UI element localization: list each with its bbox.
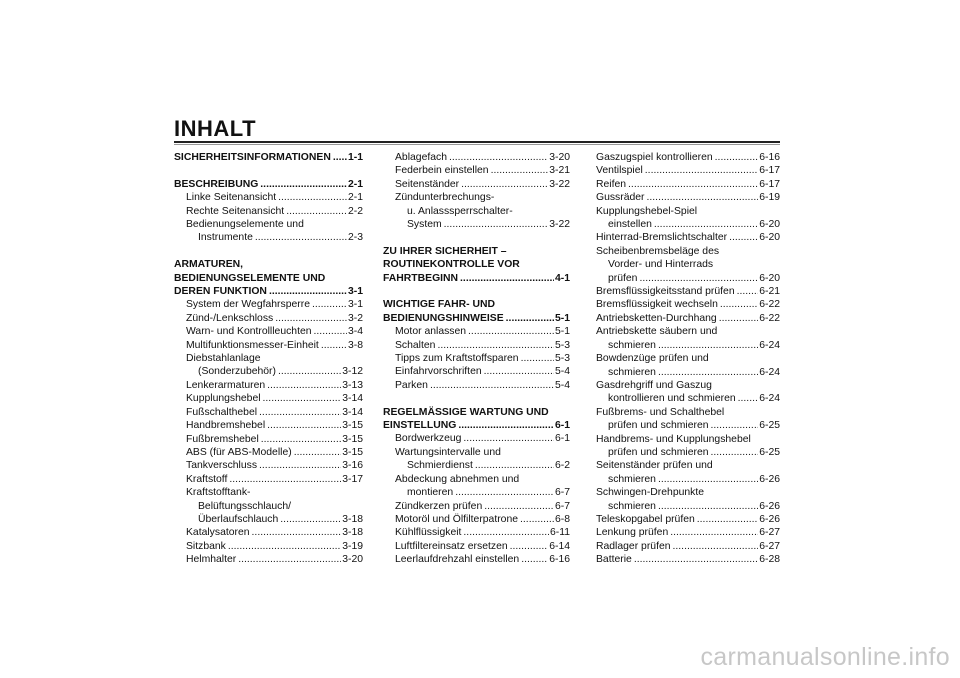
toc-line: Scheibenbremsbeläge des <box>596 245 720 257</box>
toc-entry[interactable]: schmieren ..... 6-24 <box>596 366 780 379</box>
toc-entry[interactable]: Kraftstoff ..... 3-17 <box>174 473 363 486</box>
toc-entry[interactable]: Batterie ..... 6-28 <box>596 553 780 566</box>
toc-entry[interactable]: Instrumente ..... 2-3 <box>174 231 363 244</box>
toc-entry[interactable]: kontrollieren und schmieren ..... 6-24 <box>596 392 780 405</box>
toc-line: Handbrems- und Kupplungshebel <box>596 433 751 445</box>
toc-entry[interactable]: Fußbremshebel ..... 3-15 <box>174 433 363 446</box>
toc-section-line: ARMATUREN, <box>174 259 244 271</box>
toc-entry[interactable]: prüfen und schmieren ..... 6-25 <box>596 446 780 459</box>
toc-line: Kraftstofftank- <box>186 487 251 499</box>
toc-section-line: REGELMÄSSIGE WARTUNG UND <box>383 406 549 418</box>
toc-entry[interactable]: System der Wegfahrsperre ..... 3-1 <box>174 298 363 311</box>
toc-section-line: ZU IHRER SICHERHEIT – <box>383 245 507 257</box>
toc-entry[interactable]: schmieren ..... 6-24 <box>596 339 780 352</box>
toc-entry[interactable]: Motoröl und Ölfilterpatrone ..... 6-8 <box>383 513 570 526</box>
toc-entry[interactable]: Tipps zum Kraftstoffsparen ..... 5-3 <box>383 352 570 365</box>
toc-line: Abdeckung abnehmen und <box>395 473 520 485</box>
toc-column-1 <box>174 151 363 567</box>
toc-entry[interactable]: Hinterrad-Bremslichtschalter ..... 6-20 <box>596 231 780 244</box>
toc-entry[interactable]: BEDIENUNGSHINWEISE ..... 5-1 <box>383 312 570 325</box>
toc-line: Bedienungselemente und <box>186 219 304 231</box>
toc-line: Antriebskette säubern und <box>596 326 718 338</box>
toc-entry[interactable]: Antriebsketten-Durchhang ..... 6-22 <box>596 312 780 325</box>
toc-line: Kupplungshebel-Spiel <box>596 205 698 217</box>
toc-entry[interactable]: EINSTELLUNG ..... 6-1 <box>383 419 570 432</box>
toc-entry[interactable]: Reifen ..... 6-17 <box>596 178 780 191</box>
toc-line: Bowdenzüge prüfen und <box>596 353 709 365</box>
toc-entry[interactable]: Handbremshebel ..... 3-15 <box>174 419 363 432</box>
toc-entry[interactable]: Teleskopgabel prüfen ..... 6-26 <box>596 513 780 526</box>
toc-entry[interactable]: Bordwerkzeug ..... 6-1 <box>383 432 570 445</box>
toc-line: Gasdrehgriff und Gaszug <box>596 379 712 391</box>
toc-entry[interactable]: Gaszugspiel kontrollieren ..... 6-16 <box>596 151 780 164</box>
toc-entry[interactable]: Parken ..... 5-4 <box>383 379 570 392</box>
toc-section-line: BEDIENUNGSELEMENTE UND <box>174 272 326 284</box>
toc-entry[interactable]: Schalten ..... 5-3 <box>383 339 570 352</box>
toc-entry[interactable]: Sitzbank ..... 3-19 <box>174 540 363 553</box>
toc-entry[interactable]: Bremsflüssigkeitsstand prüfen ..... 6-21 <box>596 285 780 298</box>
page-title: INHALT <box>174 116 257 141</box>
toc-entry[interactable]: montieren ..... 6-7 <box>383 486 570 499</box>
toc-column-3 <box>596 151 780 567</box>
toc-entry[interactable]: BESCHREIBUNG ..... 2-1 <box>174 178 363 191</box>
toc-entry[interactable]: (Sonderzubehör) ..... 3-12 <box>174 365 363 378</box>
toc-entry[interactable]: Federbein einstellen ..... 3-21 <box>383 164 570 177</box>
toc-column-2 <box>383 151 570 567</box>
toc-entry[interactable]: Einfahrvorschriften ..... 5-4 <box>383 365 570 378</box>
toc-entry[interactable]: Leerlaufdrehzahl einstellen ..... 6-16 <box>383 553 570 566</box>
toc-line: Vorder- und Hinterrads <box>608 259 714 271</box>
toc-line: Fußbrems- und Schalthebel <box>596 406 725 418</box>
toc-entry[interactable]: Bremsflüssigkeit wechseln ..... 6-22 <box>596 298 780 311</box>
toc-entry[interactable]: Überlaufschlauch ..... 3-18 <box>174 513 363 526</box>
toc-line: Belüftungsschlauch/ <box>198 500 291 512</box>
toc-line: Wartungsintervalle und <box>395 446 501 458</box>
toc-line: Zündunterbrechungs- <box>395 192 495 204</box>
toc-entry[interactable]: Warn- und Kontrollleuchten ..... 3-4 <box>174 325 363 338</box>
watermark: carmanualsonline.info <box>700 643 950 671</box>
toc-entry[interactable]: Seitenständer ..... 3-22 <box>383 178 570 191</box>
toc-entry[interactable]: Linke Seitenansicht ..... 2-1 <box>174 191 363 204</box>
toc-line: u. Anlasssperrschalter- <box>407 205 513 217</box>
toc-entry[interactable]: DEREN FUNKTION ..... 3-1 <box>174 285 363 298</box>
toc-entry[interactable]: schmieren ..... 6-26 <box>596 500 780 513</box>
toc-entry[interactable]: Ventilspiel ..... 6-17 <box>596 164 780 177</box>
toc-entry[interactable]: Rechte Seitenansicht ..... 2-2 <box>174 205 363 218</box>
toc-section-line: ROUTINEKONTROLLE VOR <box>383 259 520 271</box>
toc-line: Diebstahlanlage <box>186 353 261 365</box>
toc-entry[interactable]: Luftfiltereinsatz ersetzen ..... 6-14 <box>383 540 570 553</box>
toc-entry[interactable]: Gussräder ..... 6-19 <box>596 191 780 204</box>
toc-entry[interactable]: SICHERHEITSINFORMATIONEN ..... 1-1 <box>174 151 363 164</box>
toc-entry[interactable]: Kühlflüssigkeit ..... 6-11 <box>383 526 570 539</box>
toc-entry[interactable]: prüfen ..... 6-20 <box>596 272 780 285</box>
toc-entry[interactable]: Kupplungshebel ..... 3-14 <box>174 392 363 405</box>
toc-entry[interactable]: Lenkung prüfen ..... 6-27 <box>596 526 780 539</box>
toc-entry[interactable]: schmieren ..... 6-26 <box>596 473 780 486</box>
toc-entry[interactable]: Lenkerarmaturen ..... 3-13 <box>174 379 363 392</box>
toc-section-line: WICHTIGE FAHR- UND <box>383 299 495 311</box>
toc-line: Seitenständer prüfen und <box>596 460 713 472</box>
toc-line: Schwingen-Drehpunkte <box>596 487 705 499</box>
toc-entry[interactable]: Helmhalter ..... 3-20 <box>174 553 363 566</box>
toc-entry[interactable]: Ablagefach ..... 3-20 <box>383 151 570 164</box>
toc-entry[interactable]: Multifunktionsmesser-Einheit ..... 3-8 <box>174 339 363 352</box>
toc-entry[interactable]: Fußschalthebel ..... 3-14 <box>174 406 363 419</box>
toc-entry[interactable]: prüfen und schmieren ..... 6-25 <box>596 419 780 432</box>
toc-entry[interactable]: Zünd-/Lenkschloss ..... 3-2 <box>174 312 363 325</box>
toc-entry[interactable]: Katalysatoren ..... 3-18 <box>174 526 363 539</box>
toc-entry[interactable]: einstellen ..... 6-20 <box>596 218 780 231</box>
toc-entry[interactable]: Motor anlassen ..... 5-1 <box>383 325 570 338</box>
toc-entry[interactable]: Radlager prüfen ..... 6-27 <box>596 540 780 553</box>
toc-entry[interactable]: ABS (für ABS-Modelle) ..... 3-15 <box>174 446 363 459</box>
title-rule <box>174 141 780 143</box>
toc-entry[interactable]: Schmierdienst ..... 6-2 <box>383 459 570 472</box>
toc-entry[interactable]: Zündkerzen prüfen ..... 6-7 <box>383 500 570 513</box>
toc-entry[interactable]: FAHRTBEGINN ..... 4-1 <box>383 272 570 285</box>
toc-entry[interactable]: Tankverschluss ..... 3-16 <box>174 459 363 472</box>
toc-entry[interactable]: System ..... 3-22 <box>383 218 570 231</box>
title-rule-thin <box>174 144 780 145</box>
